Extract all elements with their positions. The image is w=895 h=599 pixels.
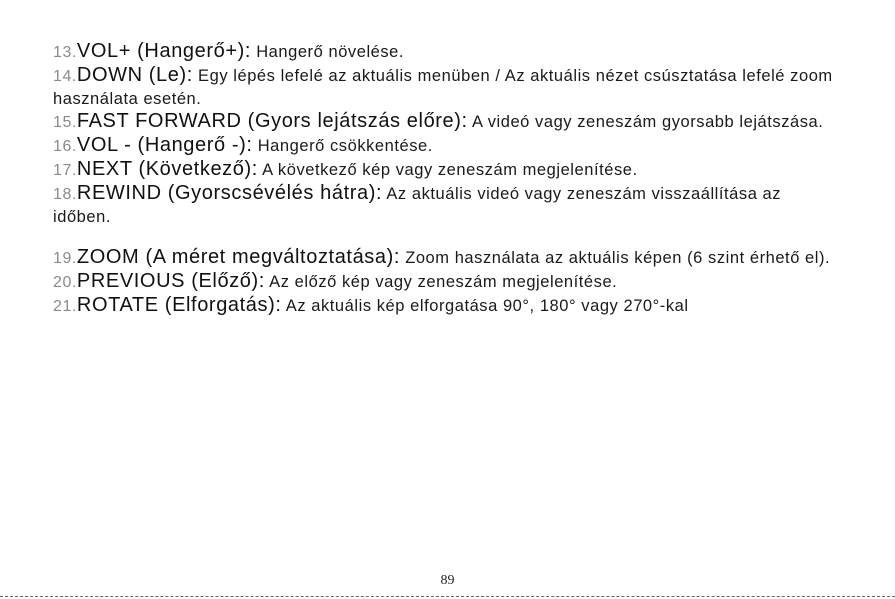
entry-next (53, 158, 843, 182)
entry-key-name: DOWN (Le): (76, 64, 193, 86)
entry-number: 20. (53, 274, 77, 291)
entry-rewind (53, 182, 843, 228)
entry-fast-forward (53, 110, 843, 134)
entry-description: Az aktuális kép elforgatása 90°, 180° vagy 270°-kal (285, 297, 689, 315)
entry-number: 14. (53, 68, 77, 85)
entry-zoom (53, 246, 843, 270)
entry-number: 13. (53, 44, 77, 61)
entry-key-name: ROTATE (Elforgatás): (76, 294, 282, 316)
entry-key-name: REWIND (Gyorscsévélés hátra): (76, 182, 383, 204)
entry-description: Az előző kép vagy zeneszám megjelenítése. (269, 273, 618, 291)
entry-description: A videó vagy zeneszám gyorsabb lejátszása. (471, 113, 824, 131)
page-bottom-divider (0, 596, 895, 597)
entry-vol-minus (53, 134, 843, 158)
entry-key-name: FAST FORWARD (Gyors lejátszás előre): (76, 110, 468, 132)
entry-key-name: VOL+ (Hangerő+): (76, 40, 252, 62)
entry-previous (53, 270, 843, 294)
entry-number: 15. (53, 114, 77, 131)
entry-description: Hangerő csökkentése. (257, 137, 433, 155)
entry-description: Zoom használata az aktuális képen (6 szint érhető el). (405, 249, 831, 267)
entry-down (53, 64, 843, 110)
entry-rotate (53, 294, 843, 318)
entry-description: Egy lépés lefelé az aktuális menüben / Az aktuális nézet csúsztatása lefelé zoom használata esetén. (53, 67, 833, 108)
entry-number: 19. (53, 250, 77, 267)
entry-key-name: PREVIOUS (Előző): (76, 270, 265, 292)
entry-key-name: VOL - (Hangerő -): (76, 134, 253, 156)
entry-number: 16. (53, 138, 77, 155)
entry-number: 21. (53, 298, 77, 315)
manual-page-content (53, 40, 843, 318)
page-number: 89 (440, 573, 455, 588)
entry-vol-plus (53, 40, 843, 64)
entry-key-name: NEXT (Következő): (76, 158, 258, 180)
entry-number: 18. (53, 186, 77, 203)
entry-key-name: ZOOM (A méret megváltoztatása): (76, 246, 401, 268)
entry-description: A következő kép vagy zeneszám megjelenítése. (262, 161, 638, 179)
entry-description: Hangerő növelése. (256, 43, 405, 61)
entry-number: 17. (53, 162, 77, 179)
entry-description: Az aktuális videó vagy zeneszám visszaállítása az időben. (53, 185, 782, 226)
